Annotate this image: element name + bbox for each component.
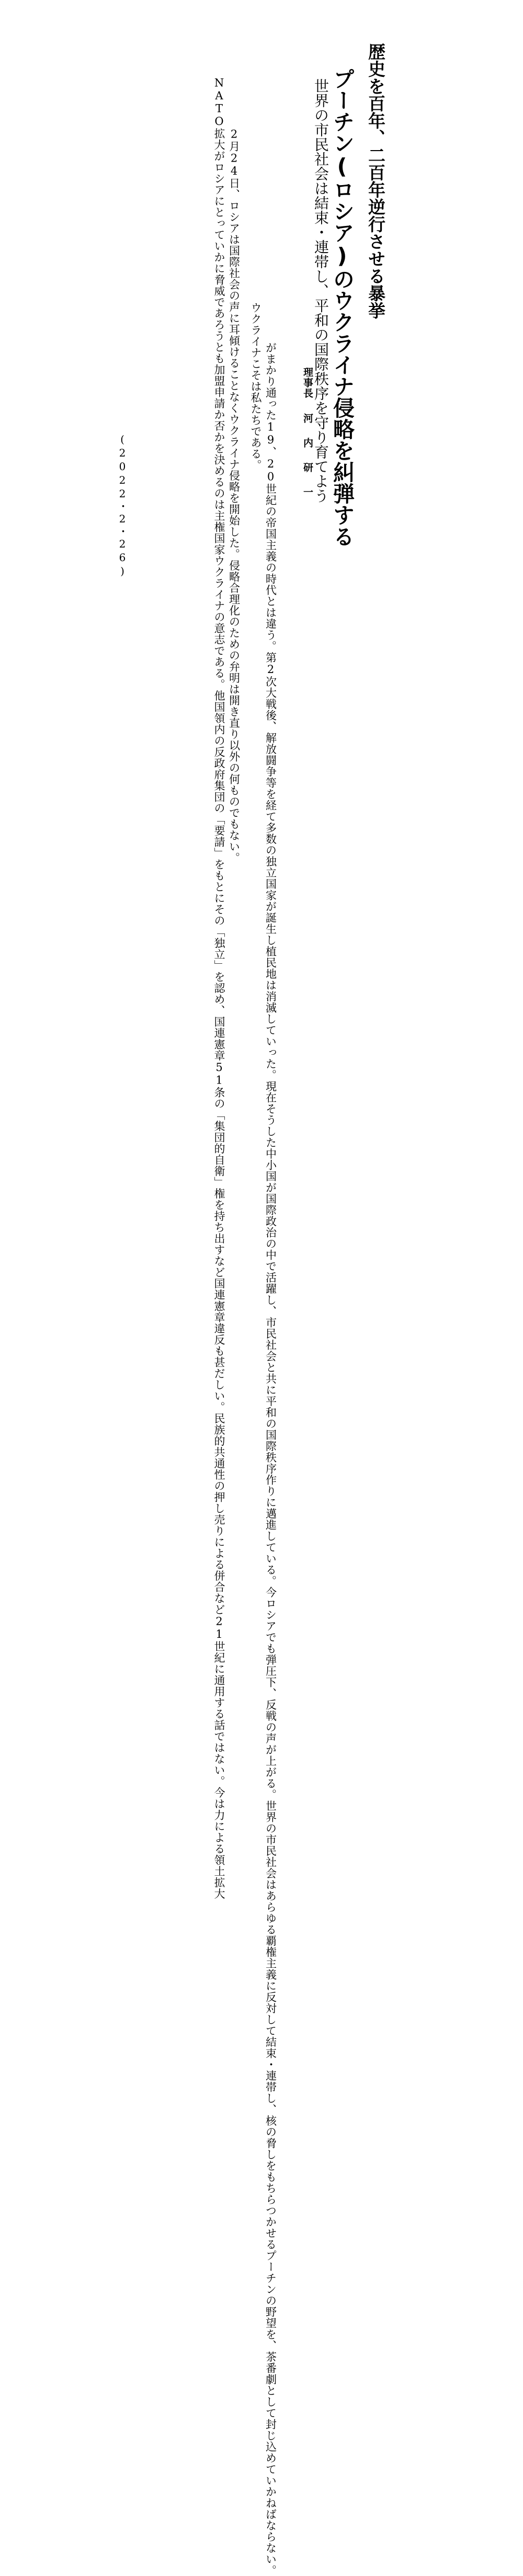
article-date: (2022・2・26) [116, 433, 129, 578]
body-text-2: がまかり通った19、20世紀の帝国主義の時代とは違う。第2次大戦後、解放闘争等を経て多数の独立国家が誕生し植民地は消滅していった。現在そうした中小国が国際政治の中で活躍し、市民社会と共に平和の国際秩序作りに邁進している。今ロシアでも弾圧下、反戦の声が上がる。世界の市民社会はあらゆる覇権主義に反対して結束・連帯し、核の脅しをもちらつかせるプーチンの野望を、茶番劇として封じ込めていかねばならない。 ウクライナこそは私たちである。 [249, 302, 277, 2576]
headline-kicker: 歴史を百年、二百年逆行させる暴挙 [366, 43, 386, 319]
headline-main: プーチン(ロシア)のウクライナ侵略を糾弾する [329, 68, 355, 547]
body-column-2 [233, 291, 293, 2576]
headline-subtitle: 世界の市民社会は結束・連帯し、平和の国際秩序を守り育てよう [312, 78, 329, 503]
body-text-1: 2月24日、ロシアは国際社会の声に耳傾けることなくウクライナ侵略を開始した。侵略合理化のための弁明は開き直り以外の何ものでもない。 NATO拡大がロシアにとっていかに脅威であろうとも加盟申請か否かを決めるのは主権国家ウクライナの意志である。他国領内の反政府集団の「要請」をもとにその「独立」を認め、国連憲章51条の「集団的自衛」権を持ち出すなど国連憲章違反も甚だしい。民族的共通性の押し売りによる併合など21世紀に通用する話ではない。今は力による領土拡大 [213, 76, 241, 1899]
author-name: 河内研一 [302, 413, 313, 511]
author-title: 理事長 [302, 367, 313, 398]
